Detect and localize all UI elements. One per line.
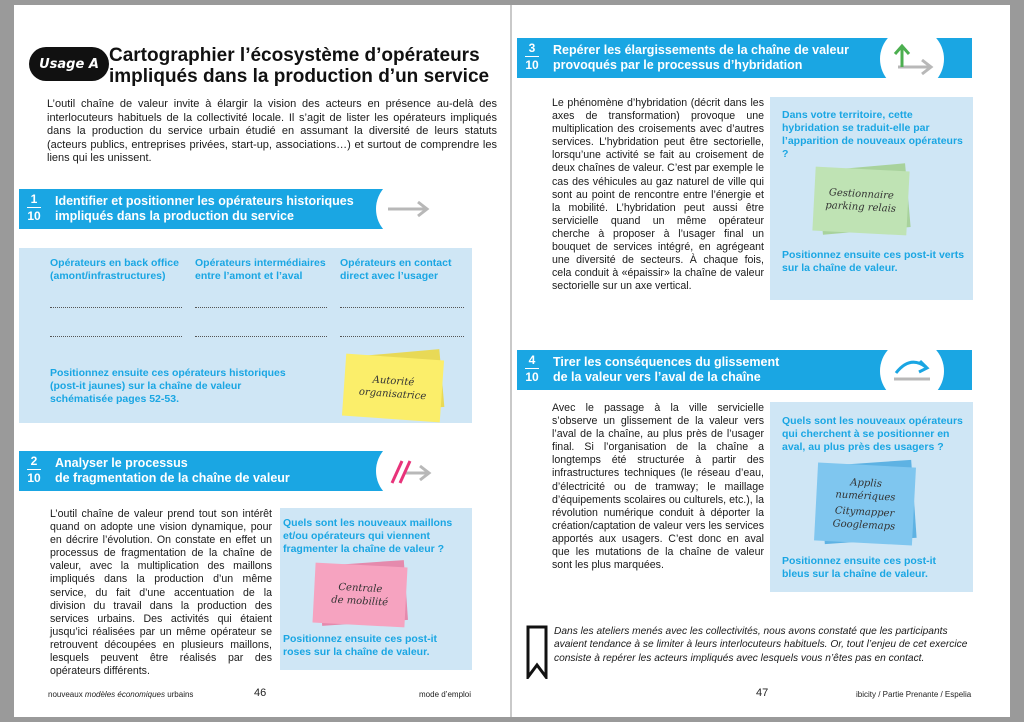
left-page bbox=[14, 5, 510, 717]
entry-line-direct-contact-1[interactable] bbox=[340, 307, 464, 308]
section4-body: Avec le passage à la ville servicielle s’observe un glissement de la valeur vers l’aval de la chaîne, au plus près de l’usager final. Si l’organisation de la chaîne a longtemps été structurée à partir des infrastructures techniques (le réseau d’eau, d’électricité ou de tramway; le maillage d’équipements scolaires ou culturels, etc.), la révolution numérique conduit à déporter la création/captation de valeur vers les services apportés aux usagers. C’est donc en aval que les mutations de la chaîne de valeur sont les plus marquées. bbox=[552, 402, 764, 572]
section2-question: Quels sont les nouveaux maillons et/ou opérateurs qui viennent fragmenter la chaîne de valeur ? bbox=[283, 517, 453, 555]
section2-header bbox=[19, 451, 420, 491]
section2-body: L’outil chaîne de valeur prend tout son intérêt quand on adopte une vision dynamique, pour en décrire l’évolution. On constate en effet un processus de fragmentation de la chaîne de valeur, avec la multiplication des maillons impliqués dans la production d’un même service, du fait d’une accentuation de la division du travail dans la production des services urbains. Des activités qui étaient jusqu’ici réalisées par un même opérateur se retrouvent découpées en plusieurs maillons, lesquels peuvent être réalisés par des opérateurs différents. bbox=[50, 508, 272, 678]
section3-body: Le phénomène d’hybridation (décrit dans les axes de transformation) provoque une multiplication des croisements avec d’autres services. L’hybridation peut être sectorielle, lorsqu’une activité se fait au croisement de deux chaînes de valeur. C’est par exemple le cas des véhicules au gaz naturel de ville qui sont au point de rencontre entre l’énergie et la mobilité. L’hybridation peut aussi être servicielle quand un même opérateur cherche à proposer à l’usager final un bouquet de services intégré, en agrégeant une diversité de secteurs. À chaque fois, cela conduit à «épaissir» la chaîne de valeur sectorielle sur un axe vertical. bbox=[552, 97, 764, 293]
postit-blue: Applis numériques Citymapper Googlemaps bbox=[814, 462, 916, 545]
branch-arrow-icon bbox=[880, 27, 944, 91]
intro-paragraph: L’outil chaîne de valeur invite à élargir la vision des acteurs en présence au-delà des interlocuteurs habituels de la collectivité locale. Il s’agit de lister les opérateurs impliqués dans la production du service urbain étudié en assumant la diversité de leurs statuts (acteurs publics, entreprises privées, start-up, associations…) et surtout de comprendre les liens qui les unissent. bbox=[47, 98, 497, 164]
entry-line-intermediate-2[interactable] bbox=[195, 336, 327, 337]
page-title bbox=[109, 45, 509, 87]
postit-green: Gestionnaire parking relais bbox=[812, 167, 909, 236]
page-title-line1: Cartographier l’écosystème d’opérateurs bbox=[109, 45, 480, 66]
section3-number: 3 10 bbox=[525, 41, 539, 72]
section1-number: 1 10 bbox=[27, 192, 41, 223]
section4-title: Tirer les conséquences du glissement de la valeur vers l’aval de la chaîne bbox=[553, 355, 780, 384]
footer-left: nouveaux modèles économiques urbains bbox=[48, 690, 194, 699]
entry-line-intermediate-1[interactable] bbox=[195, 307, 327, 308]
section1-instruction: Positionnez ensuite ces opérateurs historiques (post-it jaunes) sur la chaîne de valeur schématisée pages 52-53. bbox=[50, 367, 286, 405]
section2-icon-circle bbox=[376, 439, 440, 503]
section4-instruction: Positionnez ensuite ces post-it bleus sur la chaîne de valeur. bbox=[782, 555, 937, 580]
section2-instruction: Positionnez ensuite ces post-it roses sur la chaîne de valeur. bbox=[283, 633, 438, 658]
section3-icon-circle bbox=[880, 27, 944, 91]
section4-question: Quels sont les nouveaux opérateurs qui cherchent à se positionner en aval, au plus près des usagers ? bbox=[782, 415, 963, 453]
right-page bbox=[512, 5, 1010, 717]
section3-question: Dans votre territoire, cette hybridation se traduit-elle par l’apparition de nouveaux opérateurs ? bbox=[782, 109, 963, 160]
footer-right-left-page: mode d’emploi bbox=[419, 690, 472, 699]
usage-badge: Usage A bbox=[29, 47, 109, 81]
bookmark-icon bbox=[526, 625, 548, 679]
section2-title: Analyser le processus de fragmentation de la chaîne de valeur bbox=[55, 456, 290, 485]
column-header-back-office: Opérateurs en back office (amont/infrastructures) bbox=[50, 257, 179, 282]
entry-line-direct-contact-2[interactable] bbox=[340, 336, 464, 337]
entry-line-back-office-1[interactable] bbox=[50, 307, 182, 308]
workshop-note: Dans les ateliers menés avec les collectivités, nous avons constaté que les participants avaient tendance à se limiter à leurs interlocuteurs habituels. Or, tout l’enjeu de cet exercice consiste à repérer les acteurs impliqués avec lesquels vous n’êtes pas en contact. bbox=[554, 626, 968, 664]
right-arrow-icon bbox=[376, 177, 440, 241]
postit-pink: Centrale de mobilité bbox=[312, 563, 407, 628]
section2-number: 2 10 bbox=[27, 454, 41, 485]
fragment-arrow-icon bbox=[376, 439, 440, 503]
page-title-line2: impliqués dans la production d’un service bbox=[109, 66, 490, 87]
section3-title: Repérer les élargissements de la chaîne de valeur provoqués par le processus d’hybridation bbox=[553, 43, 849, 72]
curved-arrow-icon bbox=[880, 339, 944, 403]
column-header-intermediate: Opérateurs intermédiaires entre l’amont et l’aval bbox=[195, 257, 326, 282]
column-header-direct-contact: Opérateurs en contact direct avec l’usager bbox=[340, 257, 452, 282]
section1-header bbox=[19, 189, 420, 229]
section1-title: Identifier et positionner les opérateurs historiques impliqués dans la production du service bbox=[55, 194, 354, 223]
footer-right: ibicity / Partie Prenante / Espelia bbox=[856, 690, 972, 699]
section4-icon-circle bbox=[880, 339, 944, 403]
section4-number: 4 10 bbox=[525, 353, 539, 384]
page-number-left: 46 bbox=[254, 687, 267, 699]
section1-icon-circle bbox=[376, 177, 440, 241]
page-number-right: 47 bbox=[756, 687, 769, 699]
section3-instruction: Positionnez ensuite ces post-it verts sur la chaîne de valeur. bbox=[782, 249, 965, 274]
postit-yellow: Autorité organisatrice bbox=[342, 354, 444, 423]
entry-line-back-office-2[interactable] bbox=[50, 336, 182, 337]
